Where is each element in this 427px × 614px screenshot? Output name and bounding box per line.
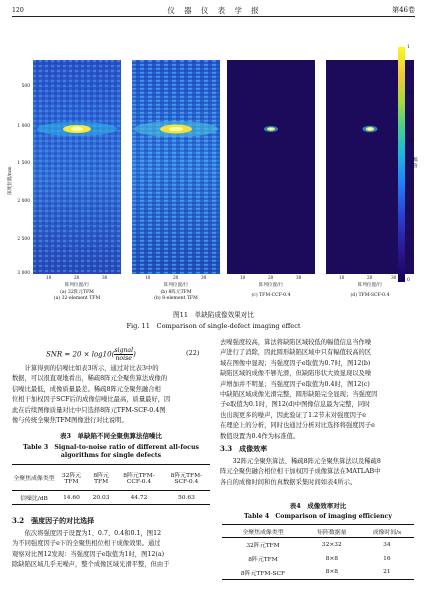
table-4 (222, 524, 414, 580)
x-tick: 20 (74, 275, 80, 280)
table-cell: 14.60 (63, 494, 80, 501)
colorbar-tick: 0.7 (407, 114, 414, 119)
snr-formula: SNR = 20 × log10( signal noise ) (46, 347, 136, 362)
x-tick: 30 (201, 275, 207, 280)
table-cell: 32×32 (321, 541, 342, 548)
x-tick: 30 (391, 275, 397, 280)
colorbar-tick: 0 (407, 278, 410, 283)
table-cell: 34 (383, 541, 391, 548)
right-paragraph-2: 32阵元全聚焦算法、稀疏8阵元全聚焦算法以及稀疏8 阵元全聚焦融合相位相干加权因子成像算法在MATLAB中 各自的成像时间和仿真数据采集时间如表4所示。 (220, 458, 381, 486)
table-cell: 16 (383, 555, 391, 562)
x-tick: 20 (367, 275, 373, 280)
colorbar-tick: 0.5 (407, 161, 414, 166)
table-row (222, 552, 414, 566)
colorbar-tick: 1 (407, 45, 410, 50)
table3-header: 8阵元TFM (93, 473, 109, 485)
y-tick: 1 000 (17, 124, 30, 129)
x-axis-label: 阵列位置/行 (64, 283, 90, 288)
table3-caption-en: algorithms for single defects (60, 452, 162, 459)
x-tick: 10 (46, 275, 52, 280)
heatmap-panel-a (33, 60, 121, 274)
x-tick: 10 (145, 275, 151, 280)
panel-caption-d: (d) TFM-SCF-0.4 (350, 293, 390, 298)
table3-header: 全聚焦成像类型 (13, 476, 55, 482)
table-cell: 8阵元TFM (248, 557, 278, 563)
x-axis-label: 阵列位置/行 (163, 283, 189, 288)
colorbar-tick: 0.4 (407, 184, 414, 189)
table3-caption-en: Table 3 Signal-to-noise ratio of different all-focus (23, 444, 199, 451)
x-tick: 20 (173, 275, 179, 280)
formula-number: (22) (186, 349, 200, 357)
table4-caption-en: Table 4 Comparison of imaging efficiency (244, 513, 392, 520)
left-paragraph-2: 依次将强度因子设置为1、0.7、0.4和0.1，图12 为不同强度因子e下的全聚焦相位相干成像效果。通过 观察对比图12发现：当强度因子e取值为1时，图12(a) 除缺陷区域几乎无噪声，整个成像区域光滑平整，但由于 (12, 530, 170, 569)
panel-caption-a: (a) 32阵元TFM (a) 32-element TFM (53, 290, 101, 301)
colorbar (398, 47, 405, 282)
journal-title: 仪 器 仪 表 学 报 (167, 6, 260, 15)
table-cell: 32阵元TFM (246, 543, 280, 550)
table-cell: 信噪比/dB (20, 496, 48, 502)
y-axis-label: 深度位置/mm (8, 166, 13, 195)
colorbar-label: 幅值 (413, 158, 418, 169)
y-tick: 1 500 (17, 161, 30, 166)
figure-caption-cn: 图11 单缺陷成像效果对比 (173, 311, 254, 319)
header-rule (12, 16, 415, 17)
table3-header: 32阵元TFM (61, 473, 82, 485)
table4-header: 全聚焦成像类型 (242, 529, 284, 536)
colorbar-tick: 0.3 (407, 208, 414, 213)
x-tick: 30 (296, 275, 302, 280)
figure-caption-en: Fig. 11 Comparison of single-defect imaging effect (126, 322, 301, 330)
table-cell: 50.63 (177, 494, 195, 501)
table-cell: 44.72 (130, 494, 148, 501)
table-cell: 8×8 (325, 569, 339, 576)
table4-caption-cn: 表4 成像效率对比 (289, 502, 347, 510)
table-row (12, 491, 210, 505)
section-3-2-heading: 3.2 强度因子的对比选择 (12, 516, 95, 525)
table-cell: 8阵元TFM-SCF (240, 570, 286, 577)
panel-caption-c: (c) TFM-CCF-0.4 (251, 293, 291, 298)
y-tick: 3 000 (17, 271, 30, 276)
section-3-3-heading: 3.3 成像效率 (220, 444, 268, 453)
table-row (222, 538, 414, 552)
x-tick: 10 (240, 275, 246, 280)
x-tick: 10 (339, 275, 345, 280)
table-3 (12, 464, 210, 505)
table-cell: 21 (383, 569, 391, 576)
left-paragraph-1: 计算得到的信噪比如表3所示，通过对比表3中的 数据，可以很直观地看出，稀疏8阵元全聚焦算法成像的 信噪比最低，成像质量最差。稀疏8阵元全聚焦融合相 位相干加权因子SCF后的成像信噪比最高，质量最好，因 此在后续图像质量对比中只选择8阵元TFM-SCF-0.4图 像与传统全聚焦TFM图像进行对比说明。 (12, 365, 171, 425)
y-tick: 500 (21, 84, 30, 89)
colorbar-tick: 0.6 (407, 138, 414, 143)
table-cell: 20.03 (92, 494, 110, 501)
table3-caption-cn: 表3 单缺陷不同全聚焦算法信噪比 (59, 432, 163, 440)
y-tick: 2 500 (17, 237, 30, 242)
heatmap-panel-b (132, 60, 220, 274)
x-tick: 20 (268, 275, 274, 280)
colorbar-tick: 0.1 (407, 254, 414, 259)
table4-header: 矩阵数据量 (317, 529, 347, 536)
table-row (222, 566, 414, 580)
x-tick: 30 (102, 275, 108, 280)
right-paragraph-1: 去噪强度较高，算法将缺陷区域较低的幅值信息当作噪 声进行了消除，因此圆形缺陷区域中只有幅值较高的区 域在图像中显现；当强度因子e取值为0.7时，图12(b) 缺陷区域的成像不够光滑，但缺陷形状大致显现以及噪 声增加并不明显；当强度因子e取值为0.4时，图12(c) 中缺陷区域成像光滑完整，圆形缺陷完全显现；当强度因 子e取值为0.1时，图12(d)中图像信息最为完整，同时 也出现更多的噪声，因此验证了1.2节末对强度因子e 在理论上的分析，同时也通过分析对比选择将强度因子e 数值设置为0.4作为标准值。 (220, 339, 378, 440)
y-tick: 2 000 (17, 199, 30, 204)
table3-header: 8阵元TFM-SCF-0.4 (170, 473, 203, 485)
panel-caption-b: (b) 8阵元TFM (b) 8-element TFM (154, 290, 198, 301)
volume-label: 第46卷 (392, 6, 415, 14)
heatmap-panel-c (227, 60, 315, 274)
colorbar-tick: 0.2 (407, 231, 414, 236)
x-axis-label: 阵列位置/行 (258, 283, 284, 288)
page-number: 120 (12, 7, 24, 14)
colorbar-tick: 0.9 (407, 68, 414, 73)
table4-header: 成像时间/s (372, 529, 402, 536)
table-cell: 8×8 (325, 555, 339, 562)
table3-header: 8阵元TFM-CCF-0.4 (123, 473, 155, 485)
colorbar-tick: 0.8 (407, 91, 414, 96)
x-axis-label: 阵列位置/行 (357, 283, 383, 288)
